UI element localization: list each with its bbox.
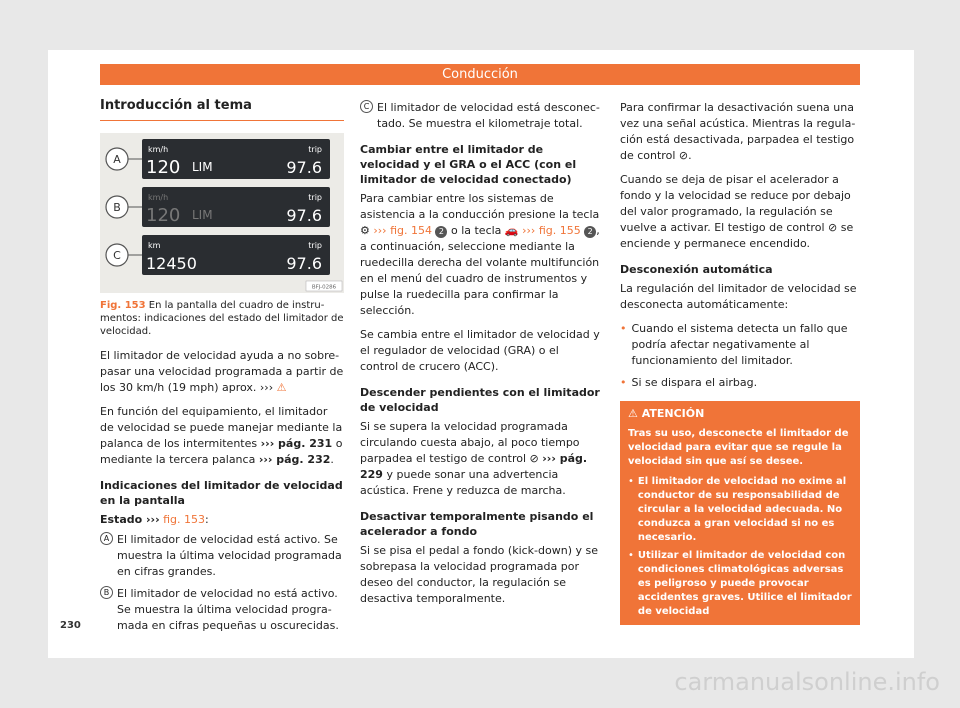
paragraph <box>620 100 860 164</box>
paragraph-text: o mediante la tercera palanca <box>100 437 343 466</box>
item-marker: C <box>360 100 373 113</box>
paragraph-text: se enciende y permanece encendido. <box>620 221 854 250</box>
figure-caption <box>100 299 344 338</box>
subheading: Descender pendientes con el limitador de velocidad <box>360 386 600 414</box>
paragraph-text: , a continuación, seleccione mediante la ruedecilla derecha del volante multifunción en el menú del cuadro de instrumentos y pulse la ruedecilla para confirmar la selección. <box>360 224 600 317</box>
trip-value: 97.6 <box>286 254 322 273</box>
warning-title: ATENCIÓN <box>641 407 705 420</box>
callout-number: 2 <box>435 226 447 238</box>
status-intro <box>100 512 344 528</box>
limiter-symbol: LIM <box>192 208 213 222</box>
car-icon: 🚗 <box>504 224 519 237</box>
page-reference-link[interactable]: ››› pág. 232 <box>258 453 331 466</box>
list-item-text: Si se dispara el airbag. <box>631 376 758 389</box>
paragraph-text: Para cambiar entre los sistemas de asistencia a la conducción presione la tecla <box>360 192 600 221</box>
figure-reference-link[interactable]: fig. 153 <box>163 513 206 526</box>
paragraph: Si se pisa el pedal a fondo (kick-down) y se sobrepasa la velocidad programada por deseo del conductor, la regulación se desactiva temporalmente. <box>360 544 598 605</box>
warning-box <box>620 401 860 625</box>
chapter-header <box>100 64 860 85</box>
unit-label: km/h <box>148 145 169 154</box>
row-letter: C <box>113 249 121 262</box>
speed-value: 120 <box>146 205 181 226</box>
trip-label: trip <box>308 145 322 154</box>
steering-wheel-icon: ⚙ <box>360 224 370 237</box>
subheading: Cambiar entre el limitador de velocidad y el GRA o el ACC (con el limitador de velocidad conectado) <box>360 143 577 186</box>
paragraph <box>360 419 600 499</box>
column-3 <box>620 100 860 625</box>
warning-list-item <box>628 549 852 619</box>
list-item <box>620 321 860 369</box>
page-reference-link[interactable]: ››› pág. 231 <box>260 437 333 450</box>
caption-label: Fig. 153 <box>100 300 146 311</box>
item-text: El limitador de velocidad no está activo. Se muestra la última velocidad programada en cifras pequeñas u oscurecidas. <box>117 587 339 632</box>
paragraph: La regulación del limitador de velocidad se desconecta automáticamente: <box>620 282 857 311</box>
punctuation: : <box>205 513 209 526</box>
warning-text: Tras su uso, desconecte el limitador de velocidad para evitar que se regule la velocidad sin que así se desee. <box>628 428 849 467</box>
column-2 <box>360 100 600 615</box>
caption-text: En la pantalla del cuadro de instrumentos: indicaciones del estado del limitador de velocidad. <box>100 300 344 337</box>
odometer-value: 12450 <box>146 254 197 273</box>
paragraph: Se cambia entre el limitador de velocidad y el regulador de velocidad (GRA) o el control de crucero (ACC). <box>360 328 600 373</box>
speed-limiter-warning-icon: ⊘ <box>678 149 689 162</box>
trip-value: 97.6 <box>286 158 322 177</box>
subheading: Desactivar temporalmente pisando el acelerador a fondo <box>360 510 594 538</box>
item-text: El limitador de velocidad está activo. Se muestra la última velocidad programada en cifras grandes. <box>117 533 342 578</box>
item-marker: A <box>100 532 113 545</box>
status-label: Estado ››› <box>100 513 160 526</box>
row-letter: B <box>113 201 121 214</box>
figure-reference-link[interactable]: ››› fig. 154 <box>373 224 432 237</box>
subheading: Indicaciones del limitador de velocidad en la pantalla <box>100 479 343 507</box>
trip-value: 97.6 <box>286 206 322 225</box>
list-item-text: Cuando el sistema detecta un fallo que podría afectar negativamente al funcionamiento del limitador. <box>631 322 848 367</box>
status-item-c <box>360 100 600 132</box>
paragraph-text: y puede sonar una advertencia acústica. Frene y reduzca de marcha. <box>360 468 566 497</box>
bullet-icon: • <box>620 376 627 389</box>
paragraph-text: Para confirmar la desactivación suena una vez una señal acústica. Mientras la regulación está desactivada, parpadea el testigo de control <box>620 101 856 162</box>
paragraph-text: El limitador de velocidad ayuda a no sobrepasar una velocidad programada a partir de los 30 km/h (19 mph) aprox. ››› <box>100 349 344 394</box>
paragraph <box>620 172 860 252</box>
speed-limiter-warning-icon: ⊘ <box>529 452 539 465</box>
warning-list-text: Utilizar el limitador de velocidad con condiciones climatológicas adversas es peligroso y puede provocar accidentes graves. Utilice el limitador de velocidad <box>637 550 852 617</box>
chapter-title: Conducción <box>442 67 518 82</box>
speed-value: 120 <box>146 157 181 178</box>
warning-list-text: El limitador de velocidad no exime al conductor de su responsabilidad de circular a la velocidad adecuada. No conduzca a gran velocidad si no es necesario. <box>637 476 847 543</box>
status-item-a <box>100 532 344 580</box>
warning-title-row <box>628 407 852 421</box>
watermark: carmanualsonline.info <box>674 668 940 696</box>
warning-triangle-icon: ⚠ <box>628 407 638 420</box>
list-item <box>620 375 860 391</box>
unit-label: km/h <box>148 193 169 202</box>
section-title: Introducción al tema <box>100 98 344 121</box>
figure-reference-link[interactable]: ››› fig. 155 <box>522 224 581 237</box>
unit-label: km <box>148 241 161 250</box>
paragraph-text: o la tecla <box>450 224 502 237</box>
row-letter: A <box>113 153 121 166</box>
trip-label: trip <box>308 193 322 202</box>
item-text: El limitador de velocidad está desconectado. Se muestra el kilometraje total. <box>377 101 600 130</box>
warning-list-item <box>628 475 852 545</box>
paragraph-text: Cuando se deja de pisar el acelerador a fondo y la velocidad se reduce por debajo del valor programado, la regulación se vuelve a activar. El testigo de control <box>620 173 851 234</box>
paragraph-text: En función del equipamiento, el limitador de velocidad se puede manejar mediante la palanca de los intermitentes <box>100 405 343 450</box>
bullet-icon: • <box>628 550 634 561</box>
punctuation: . <box>330 453 334 466</box>
bullet-icon: • <box>628 476 634 487</box>
item-marker: B <box>100 586 113 599</box>
paragraph <box>100 348 344 396</box>
page-number: 230 <box>60 620 81 631</box>
page-reference-link[interactable]: ››› pág. 229 <box>360 452 588 481</box>
figure-code: BFJ-0286 <box>311 284 337 291</box>
paragraph <box>100 404 344 468</box>
status-item-b <box>100 586 344 634</box>
paragraph <box>360 191 600 319</box>
punctuation: . <box>688 149 692 162</box>
trip-label: trip <box>308 241 322 250</box>
bullet-icon: • <box>620 322 627 335</box>
warning-triangle-icon: ⚠ <box>276 381 287 394</box>
instrument-display-figure <box>100 133 344 293</box>
display-illustration <box>100 133 344 293</box>
column-1 <box>100 98 344 640</box>
paragraph-text: Si se supera la velocidad programada circulando cuesta abajo, al poco tiempo parpadea el testigo de control <box>360 420 580 465</box>
callout-number: 2 <box>584 226 596 238</box>
speed-limiter-warning-icon: ⊘ <box>828 221 838 234</box>
subheading: Desconexión automática <box>620 263 773 276</box>
limiter-symbol: LIM <box>192 160 213 174</box>
